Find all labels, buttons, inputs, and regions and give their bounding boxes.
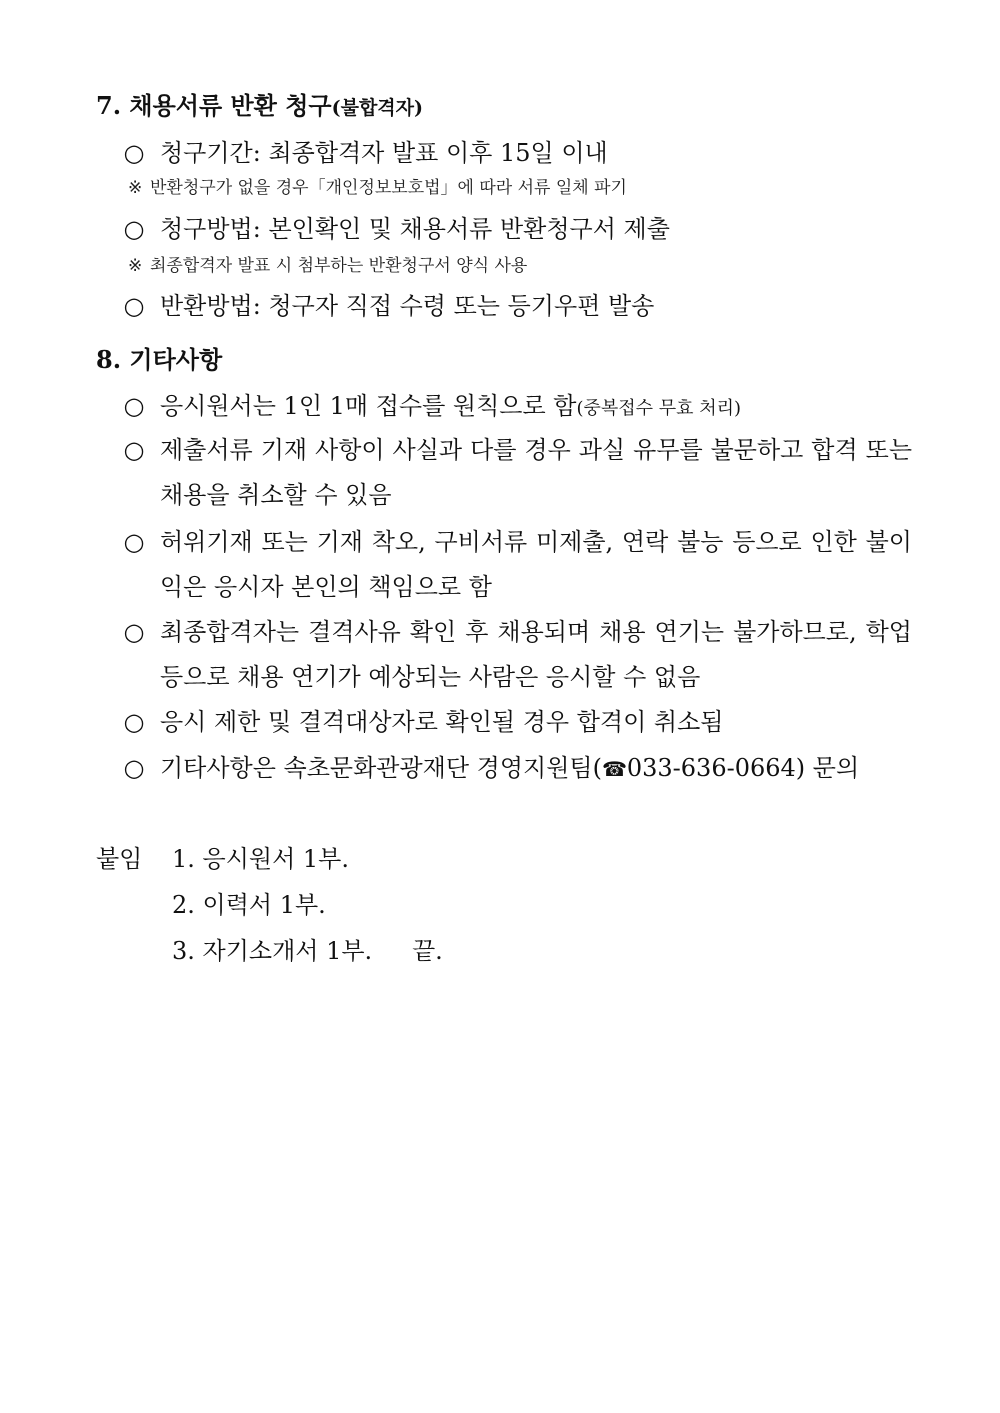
- attachment-item: 2. 이력서 1부.: [172, 891, 326, 919]
- circle-bullet-icon: ○: [123, 618, 145, 646]
- reference-mark-icon: ※: [128, 256, 143, 276]
- list-item-text: 응시 제한 및 결격대상자로 확인될 경우 합격이 취소됨: [160, 708, 724, 736]
- reference-mark-icon: ※: [128, 178, 143, 198]
- list-item-suffix: (중복접수 무효 처리): [576, 398, 742, 419]
- list-item-main-text: 응시원서는 1인 1매 접수를 원칙으로 함: [160, 392, 577, 420]
- note-text: 최종합격자 발표 시 첨부하는 반환청구서 양식 사용: [150, 256, 528, 276]
- end-mark: 끝.: [412, 937, 443, 965]
- list-item: [122, 746, 912, 792]
- list-item: [122, 207, 912, 252]
- list-item: [122, 428, 912, 518]
- circle-bullet-icon: ○: [123, 392, 145, 420]
- list-item-text: 청구방법: 본인확인 및 채용서류 반환청구서 제출: [160, 215, 670, 243]
- circle-bullet-icon: ○: [123, 708, 145, 736]
- list-item: [122, 131, 912, 176]
- section-8-heading: [96, 345, 223, 374]
- list-item: [122, 520, 912, 610]
- contact-phone-text: 033-636-0664) 문의: [626, 754, 860, 782]
- telephone-icon: ☎: [601, 757, 627, 781]
- list-item: [122, 700, 912, 745]
- circle-bullet-icon: ○: [123, 292, 145, 320]
- list-item-text: [160, 384, 912, 431]
- note-item: [128, 180, 627, 197]
- circle-bullet-icon: ○: [123, 528, 145, 556]
- list-item: [122, 610, 912, 700]
- section-7-heading: [96, 91, 423, 120]
- note-item: [128, 258, 527, 275]
- section-7-title: 7. 채용서류 반환 청구: [96, 91, 332, 120]
- list-item-text: 반환방법: 청구자 직접 수령 또는 등기우편 발송: [160, 292, 655, 320]
- section-8-title: 8. 기타사항: [96, 345, 223, 374]
- list-item-text: [160, 746, 912, 792]
- list-item: [122, 384, 912, 431]
- list-item-text: 제출서류 기재 사항이 사실과 다를 경우 과실 유무를 불문하고 합격 또는 채용을 취소할 수 있음: [160, 436, 912, 509]
- list-item: [122, 284, 912, 329]
- list-item-text: 청구기간: 최종합격자 발표 이후 15일 이내: [160, 139, 608, 167]
- note-text: 반환청구가 없을 경우「개인정보보호법」에 따라 서류 일체 파기: [150, 178, 627, 198]
- section-7-title-suffix: (불합격자): [331, 97, 423, 119]
- circle-bullet-icon: ○: [123, 436, 145, 464]
- list-item-text: 허위기재 또는 기재 착오, 구비서류 미제출, 연락 불능 등으로 인한 불이익은 응시자 본인의 책임으로 함: [160, 528, 912, 601]
- contact-text: 기타사항은 속초문화관광재단 경영지원팀(: [160, 754, 602, 782]
- attachments-label: 붙임: [96, 845, 143, 873]
- circle-bullet-icon: ○: [123, 754, 145, 782]
- list-item-text: 최종합격자는 결격사유 확인 후 채용되며 채용 연기는 불가하므로, 학업 등으로 채용 연기가 예상되는 사람은 응시할 수 없음: [160, 618, 912, 691]
- attachment-item: 1. 응시원서 1부.: [172, 845, 349, 873]
- circle-bullet-icon: ○: [123, 215, 145, 243]
- circle-bullet-icon: ○: [123, 139, 145, 167]
- attachment-item: 3. 자기소개서 1부.: [172, 937, 373, 965]
